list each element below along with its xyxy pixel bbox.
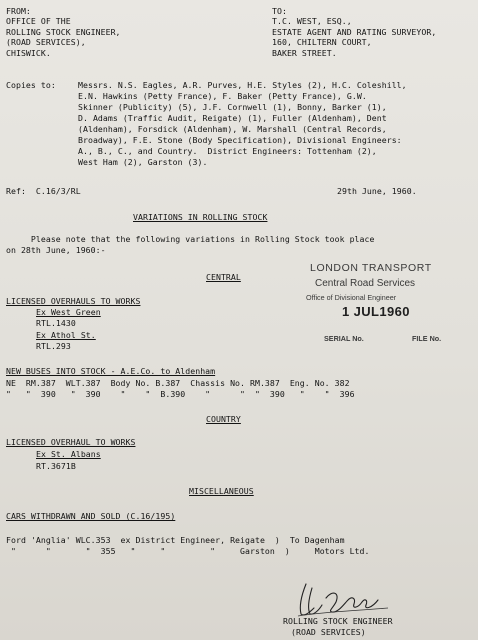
country-overhaul-heading: LICENSED OVERHAUL TO WORKS	[6, 437, 136, 447]
copies-line: A., B., C., and Country. District Engineers: Tottenham (2),	[78, 146, 377, 156]
signatory-dept: (ROAD SERVICES)	[291, 627, 366, 637]
overhaul-bus: RTL.293	[36, 341, 71, 351]
from-line: (ROAD SERVICES),	[6, 37, 86, 47]
to-label: TO:	[272, 6, 287, 16]
signatory-title: ROLLING STOCK ENGINEER	[283, 616, 393, 626]
overhaul-bus: RTL.1430	[36, 318, 76, 328]
from-label: FROM:	[6, 6, 31, 16]
copies-line: West Ham (2), Garston (3).	[78, 157, 208, 167]
country-overhaul-from: Ex St. Albans	[36, 449, 101, 459]
from-line: OFFICE OF THE	[6, 16, 71, 26]
stamp-serial-label: SERIAL No.	[324, 334, 364, 343]
overhaul-from: Ex Athol St.	[36, 330, 96, 340]
new-bus-row: " " 390 " 390 " " B.390 " " " 390 " " 396	[6, 389, 355, 399]
section-heading-central: CENTRAL	[206, 272, 241, 282]
new-buses-heading: NEW BUSES INTO STOCK - A.E.Co. to Aldenham	[6, 366, 216, 376]
section-heading-misc: MISCELLANEOUS	[189, 486, 254, 496]
to-line: ESTATE AGENT AND RATING SURVEYOR,	[272, 27, 437, 37]
copies-line: E.N. Hawkins (Petty France), F. Baker (Petty France), G.W.	[78, 91, 367, 101]
stamp-date: 1 JUL1960	[342, 304, 410, 319]
from-line: CHISWICK.	[6, 48, 51, 58]
overhauls-heading: LICENSED OVERHAULS TO WORKS	[6, 296, 141, 306]
copies-label: Copies to:	[6, 80, 56, 90]
intro-line: Please note that the following variations in Rolling Stock took place	[6, 234, 375, 244]
reference: Ref: C.16/3/RL	[6, 186, 81, 196]
section-heading-country: COUNTRY	[206, 414, 241, 424]
to-line: T.C. WEST, ESQ.,	[272, 16, 352, 26]
copies-line: (Aldenham), Forsdick (Aldenham), W. Marshall (Central Records,	[78, 124, 387, 134]
stamp-file-label: FILE No.	[412, 334, 442, 343]
stamp-org: LONDON TRANSPORT	[310, 262, 432, 274]
to-line: 160, CHILTERN COURT,	[272, 37, 372, 47]
handwritten-signature	[292, 578, 392, 620]
letter-date: 29th June, 1960.	[337, 186, 417, 196]
received-stamp	[296, 262, 466, 354]
copies-line: Messrs. N.S. Eagles, A.R. Purves, H.E. Styles (2), H.C. Coleshill,	[78, 80, 407, 90]
from-line: ROLLING STOCK ENGINEER,	[6, 27, 121, 37]
overhaul-from: Ex West Green	[36, 307, 101, 317]
withdrawn-row: " " " 355 " " " Garston ) Motors Ltd.	[6, 546, 370, 556]
country-overhaul-bus: RT.3671B	[36, 461, 76, 471]
to-line: BAKER STREET.	[272, 48, 337, 58]
stamp-office: Office of Divisional Engineer	[306, 293, 397, 302]
stamp-division: Central Road Services	[315, 278, 416, 289]
new-bus-row: NE RM.387 WLT.387 Body No. B.387 Chassis No. RM.387 Eng. No. 382	[6, 378, 350, 388]
page-title: VARIATIONS IN ROLLING STOCK	[133, 212, 268, 222]
withdrawn-row: Ford 'Anglia' WLC.353 ex District Engineer, Reigate ) To Dagenham	[6, 535, 345, 545]
copies-line: Broadway), F.E. Stone (Body Specification), Divisional Engineers:	[78, 135, 402, 145]
copies-line: Skinner (Publicity) (5), J.F. Cornwell (1), Bonny, Barker (1),	[78, 102, 387, 112]
withdrawn-heading: CARS WITHDRAWN AND SOLD (C.16/195)	[6, 511, 176, 521]
intro-line: on 28th June, 1960:-	[6, 245, 106, 255]
copies-line: D. Adams (Traffic Audit, Reigate) (1), Fuller (Aldenham), Dent	[78, 113, 387, 123]
